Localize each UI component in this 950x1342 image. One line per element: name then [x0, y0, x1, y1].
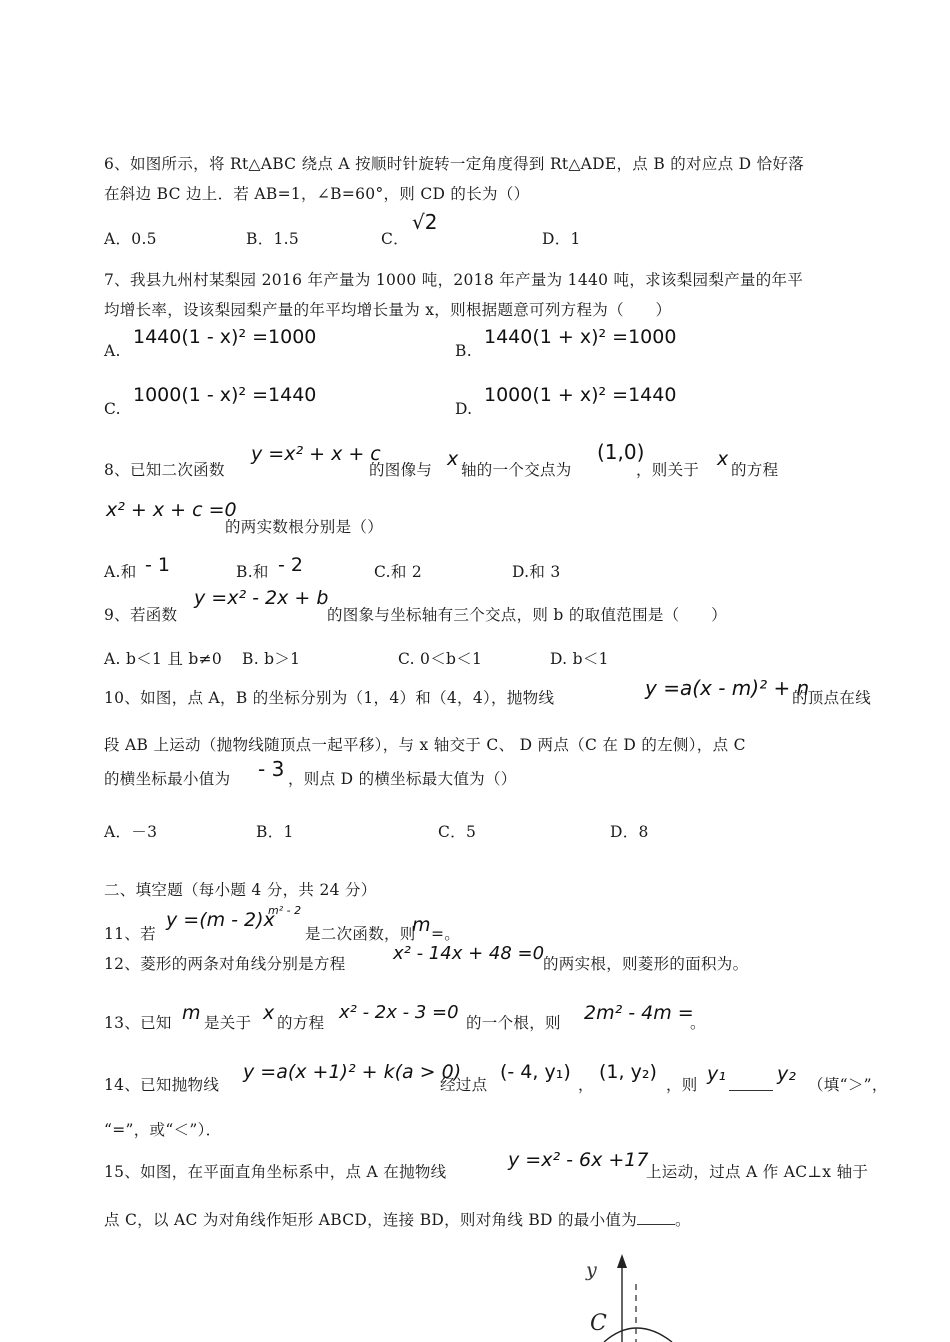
q8-x-2: x: [717, 448, 729, 470]
q8-option-d: D.和 3: [512, 563, 561, 581]
q7-option-b-equation: 1440(1 + x)² =1000: [484, 326, 677, 348]
q9-prefix: 9、若函数: [104, 606, 178, 624]
q8-text-2: 轴的一个交点为: [461, 461, 572, 479]
q8-text-1: 的图像与: [369, 461, 433, 479]
q12-prefix: 12、菱形的两条对角线分别是方程: [104, 955, 346, 973]
q10-function: y =a(x - m)² + n: [645, 676, 810, 700]
q6-option-a: A．0.5: [104, 230, 157, 248]
q6-option-c: C．: [381, 230, 409, 248]
q11-suffix: =。: [431, 925, 461, 943]
q9-suffix: 的图象与坐标轴有三个交点，则 b 的取值范围是（ ）: [327, 606, 727, 624]
q8-option-b: B.和: [236, 563, 269, 581]
q14-prefix: 14、已知抛物线: [104, 1076, 220, 1094]
q7-option-b-label: B.: [455, 342, 472, 360]
q7-option-c-label: C.: [104, 400, 121, 418]
q15-line2-end: 。: [675, 1211, 691, 1229]
q10-prefix: 10、如图，点 A，B 的坐标分别为（1，4）和（4，4），抛物线: [104, 689, 555, 707]
parabola-curve: [604, 1328, 672, 1342]
q8-equation: x² + x + c =0: [106, 499, 237, 521]
q7-option-d-label: D.: [455, 400, 473, 418]
q6-option-c-math: √2: [412, 210, 438, 234]
q9-option-b: B. b＞1: [242, 650, 301, 668]
q13-suffix: 。: [690, 1014, 706, 1032]
q12-equation: x² - 14x + 48 =0: [393, 943, 545, 964]
q10-line3-a: 的横坐标最小值为: [104, 770, 231, 788]
q8-x-1: x: [447, 448, 459, 470]
q7-option-c-equation: 1000(1 - x)² =1440: [133, 384, 317, 406]
q14-point-1: (- 4, y₁): [500, 1061, 571, 1083]
q8-suffix: 的两实数根分别是（）: [225, 518, 384, 536]
q15-prefix: 15、如图，在平面直角坐标系中，点 A 在抛物线: [104, 1163, 447, 1181]
q15-figure: [560, 1248, 700, 1342]
q8-function: y =x² + x + c: [251, 443, 381, 465]
q6-line2: 在斜边 BC 边上．若 AB=1，∠B=60°，则 CD 的长为（）: [104, 185, 530, 203]
q8-point: (1,0): [597, 440, 645, 464]
q9-function: y =x² - 2x + b: [194, 587, 329, 609]
q11-exponent: m² - 2: [268, 904, 302, 917]
q6-option-b: B．1.5: [246, 230, 300, 248]
q13-expression: 2m² - 4m =: [584, 1002, 694, 1024]
q13-prefix: 13、已知: [104, 1014, 172, 1032]
q8-option-b-math: - 2: [278, 554, 303, 576]
q13-text-3: 的一个根，则: [466, 1014, 561, 1032]
q15-suffix: 上运动，过点 A 作 AC⊥x 轴于: [646, 1163, 869, 1181]
q15-line2: [104, 1208, 691, 1230]
q8-text-4: 的方程: [731, 461, 779, 479]
q13-equation: x² - 2x - 3 =0: [339, 1002, 459, 1023]
section-2-title: 二、填空题（每小题 4 分，共 24 分）: [104, 881, 377, 899]
q14-comma: ，: [578, 1076, 594, 1094]
q13-x: x: [263, 1002, 275, 1024]
q14-text-1: 经过点: [440, 1076, 488, 1094]
q7-line2: 均增长率，设该梨园梨产量的年平均增长量为 x，则根据题意可列方程为（ ）: [104, 301, 672, 319]
q14-line2: “=”，或“＜”）．: [104, 1121, 222, 1139]
q14-y1: y₁: [707, 1063, 726, 1085]
q9-option-c: C. 0＜b＜1: [398, 650, 483, 668]
q7-option-a-equation: 1440(1 - x)² =1000: [133, 326, 317, 348]
q10-line3-b: ，则点 D 的横坐标最大值为（）: [288, 770, 517, 788]
q12-suffix: 的两实根，则菱形的面积为。: [543, 955, 749, 973]
q10-option-b: B．1: [256, 823, 294, 841]
q14-y2: y₂: [777, 1063, 796, 1085]
q8-prefix: 8、已知二次函数: [104, 461, 225, 479]
q11-prefix: 11、若: [104, 925, 156, 943]
q10-option-c: C．5: [438, 823, 477, 841]
q15-function: y =x² - 6x +17: [508, 1149, 649, 1171]
q9-option-a: A. b＜1 且 b≠0: [104, 650, 223, 668]
q8-option-c: C.和 2: [374, 563, 423, 581]
q11-function: y =(m - 2)x: [166, 909, 275, 931]
q15-line2-text: 点 C，以 AC 为对角线作矩形 ABCD，连接 BD，则对角线 BD 的最小值为: [104, 1211, 637, 1229]
q10-line2: 段 AB 上运动（抛物线随顶点一起平移），与 x 轴交于 C、 D 两点（C 在 D 的左侧），点 C: [104, 736, 746, 754]
q15-answer-blank[interactable]: [637, 1210, 675, 1225]
q8-option-a: A.和: [104, 563, 137, 581]
q7-option-d-equation: 1000(1 + x)² =1440: [484, 384, 677, 406]
q10-option-a: A．－3: [104, 823, 158, 841]
q10-line3-math: - 3: [258, 757, 285, 781]
q8-option-a-math: - 1: [145, 554, 170, 576]
q13-text-1: 是关于: [204, 1014, 252, 1032]
q10-suffix: 的顶点在线: [792, 689, 872, 707]
q14-suffix: （填“＞”，: [808, 1076, 888, 1094]
q14-function: y =a(x +1)² + k(a > 0): [243, 1061, 462, 1083]
q6-line1: 6、如图所示，将 Rt△ABC 绕点 A 按顺时针旋转一定角度得到 Rt△ADE，点 B 的对应点 D 恰好落: [104, 155, 805, 173]
q11-text: 是二次函数，则: [305, 925, 416, 943]
q11-m: m: [412, 914, 431, 936]
q7-option-a-label: A.: [104, 342, 121, 360]
q14-point-2: (1, y₂): [599, 1061, 657, 1083]
point-c-label: C: [590, 1311, 607, 1336]
q6-option-d: D．1: [542, 230, 581, 248]
q14-text-2: ，则: [666, 1076, 698, 1094]
y-axis-label: y: [586, 1259, 597, 1281]
q7-line1: 7、我县九州村某梨园 2016 年产量为 1000 吨，2018 年产量为 1440 吨，求该梨园梨产量的年平: [104, 271, 804, 289]
q13-m: m: [182, 1002, 201, 1024]
q8-text-3: ，则关于: [636, 461, 700, 479]
q14-answer-blank[interactable]: [729, 1090, 773, 1091]
y-axis-arrow: [617, 1254, 627, 1268]
q10-option-d: D．8: [610, 823, 649, 841]
q13-text-2: 的方程: [277, 1014, 325, 1032]
q9-option-d: D. b＜1: [550, 650, 609, 668]
